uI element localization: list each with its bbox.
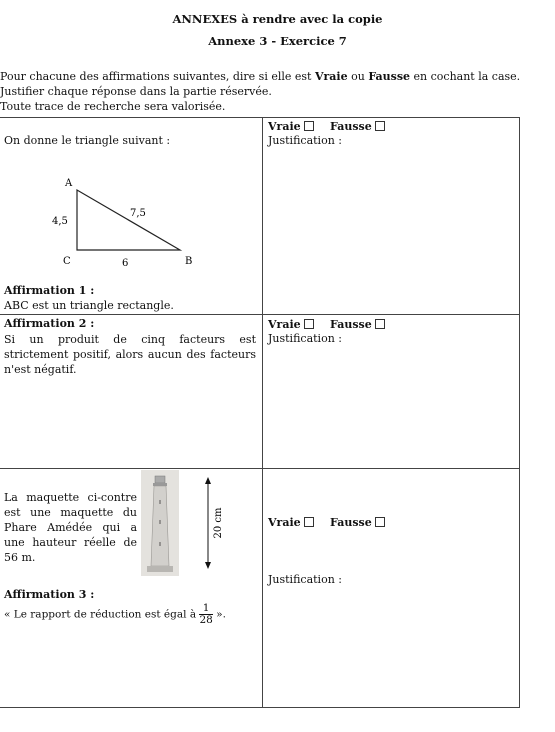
checkbox-icon[interactable] [375, 121, 385, 131]
vertex-a: A [65, 178, 73, 189]
vraie-checkbox-3[interactable]: Vraie [268, 516, 314, 529]
affirmation-1-title: Affirmation 1 : [4, 284, 95, 297]
page-subtitle: Annexe 3 - Exercice 7 [208, 34, 347, 48]
table-top-border [0, 117, 520, 118]
vraie-checkbox-1[interactable]: Vraie [268, 120, 314, 133]
side-ab-label: 7,5 [130, 208, 146, 219]
affirmation-1-text: ABC est un triangle rectangle. [4, 299, 174, 312]
lighthouse-photo [141, 470, 179, 576]
side-cb-label: 6 [122, 258, 129, 269]
height-label: 20 cm [213, 507, 224, 539]
affirmation-3-text: « Le rapport de réduction est égal à $\frac{1}{28}$ ». [4, 602, 226, 626]
justification-label-3: Justification : [268, 573, 342, 586]
vraie-checkbox-2[interactable]: Vraie [268, 318, 314, 331]
checkbox-icon[interactable] [304, 517, 314, 527]
triangle-figure [40, 170, 200, 275]
row-divider-1 [0, 314, 520, 315]
fraction: $\frac{1}{28}$ [199, 602, 213, 626]
checkbox-icon[interactable] [304, 121, 314, 131]
justification-label-1: Justification : [268, 134, 342, 147]
q3-context: La maquette ci-contre est une maquette du Phare Amédée qui a une hauteur réelle de 56 m. [4, 491, 137, 564]
page-title: ANNEXES à rendre avec la copie [172, 12, 383, 26]
checkbox-icon[interactable] [304, 319, 314, 329]
height-indicator [196, 476, 226, 570]
fausse-checkbox-1[interactable]: Fausse [330, 120, 385, 133]
vertex-c: C [63, 256, 71, 267]
column-divider [262, 117, 263, 708]
vertex-b: B [185, 256, 193, 267]
q1-intro: On donne le triangle suivant : [4, 134, 171, 147]
fausse-checkbox-3[interactable]: Fausse [330, 516, 385, 529]
triangle-abc [77, 190, 180, 250]
affirmation-3-title: Affirmation 3 : [4, 588, 95, 601]
instruction-line-1: Pour chacune des affirmations suivantes, dire si elle est Vraie ou Fausse en cochant la case. [0, 70, 521, 83]
table-right-border [519, 117, 520, 708]
justification-label-2: Justification : [268, 332, 342, 345]
checkbox-icon[interactable] [375, 319, 385, 329]
checkbox-icon[interactable] [375, 517, 385, 527]
affirmation-2-title: Affirmation 2 : [4, 317, 95, 330]
affirmation-2-text: Si un produit de cinq facteurs est strictement positif, alors aucun des facteurs n'est négatif. [4, 333, 256, 376]
instruction-line-2: Justifier chaque réponse dans la partie réservée. [0, 85, 272, 98]
fausse-checkbox-2[interactable]: Fausse [330, 318, 385, 331]
table-bottom-border [0, 707, 520, 708]
instruction-line-3: Toute trace de recherche sera valorisée. [0, 100, 226, 113]
side-ac-label: 4,5 [52, 216, 68, 227]
row-divider-2 [0, 468, 520, 469]
